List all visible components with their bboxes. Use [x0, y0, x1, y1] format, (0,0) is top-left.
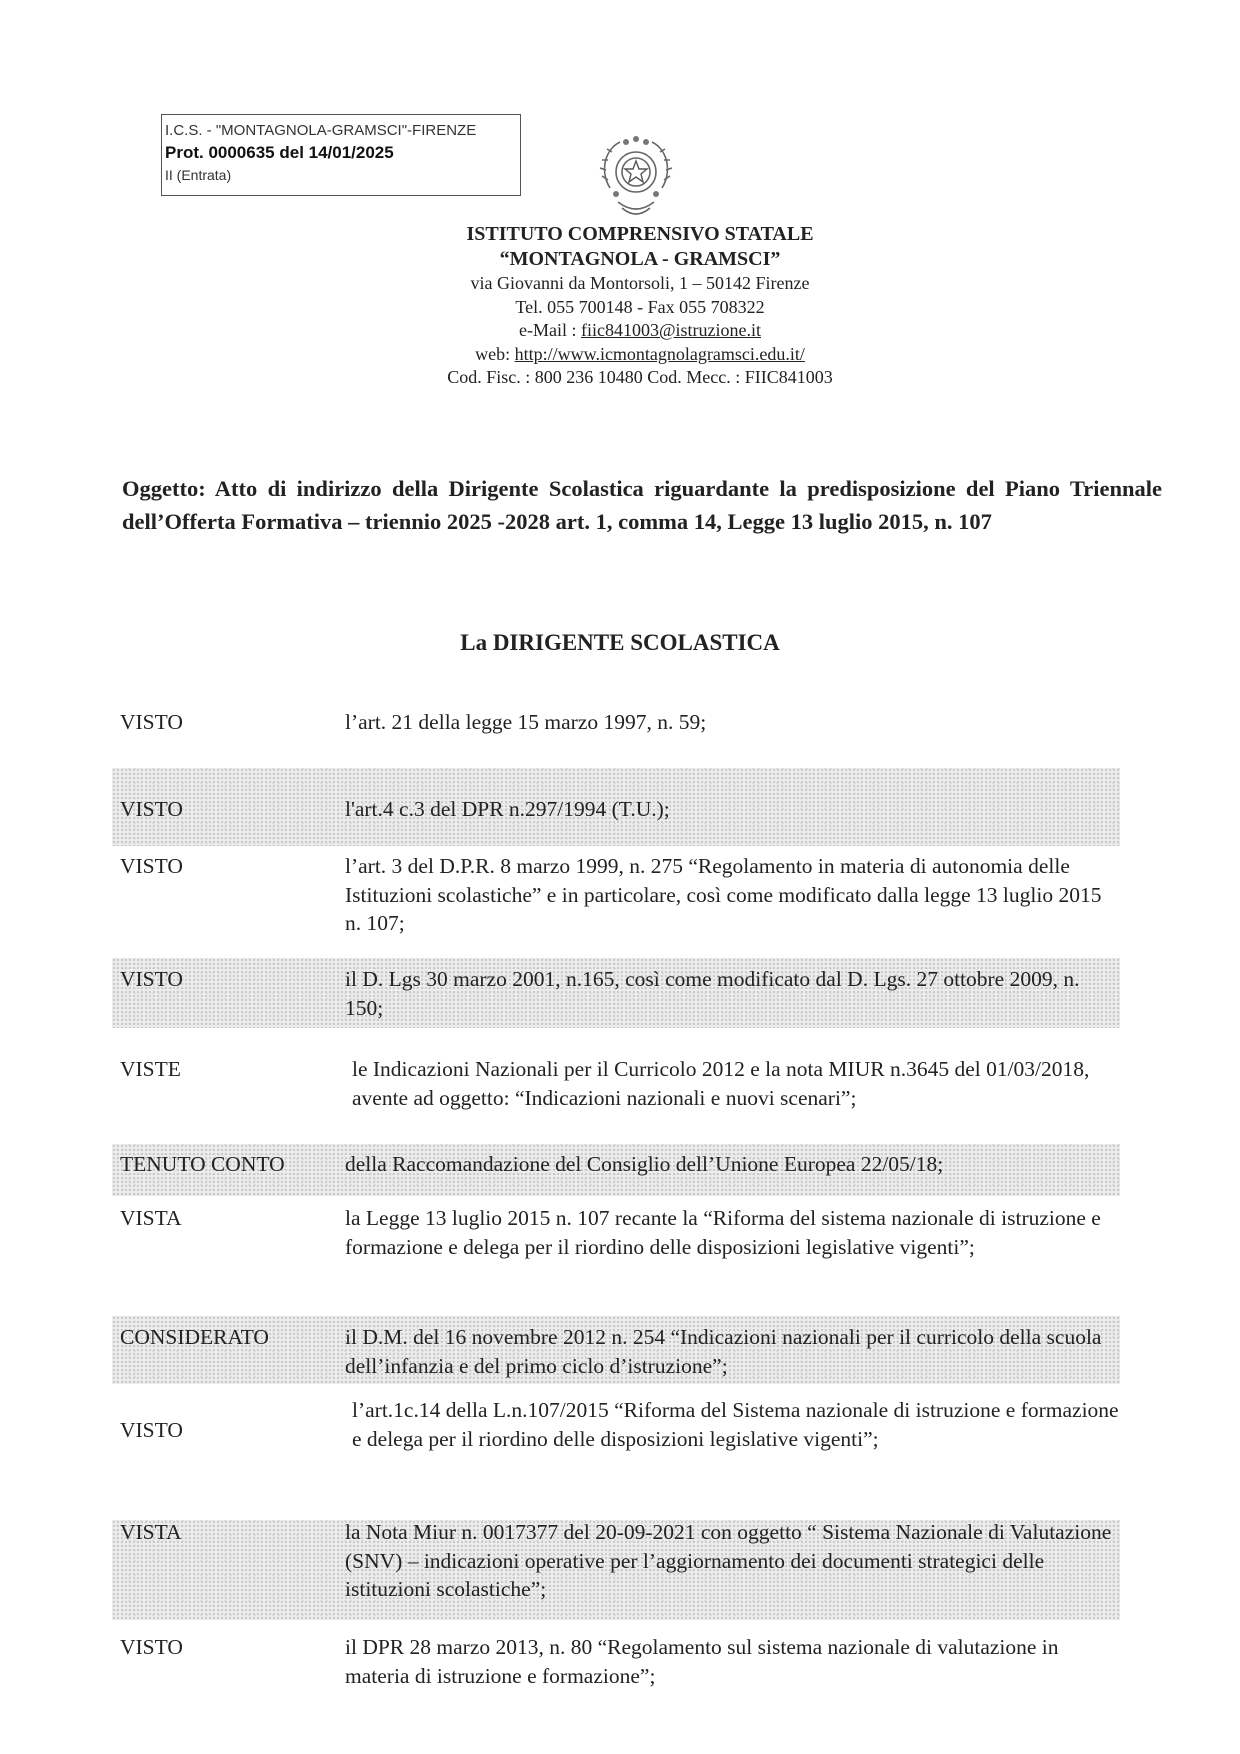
premise-key: VISTO: [120, 1635, 183, 1659]
stamp-school: I.C.S. - "MONTAGNOLA-GRAMSCI"-FIRENZE: [165, 122, 477, 139]
protocol-stamp: [161, 114, 521, 196]
email-label: e-Mail :: [518, 320, 581, 340]
premise-text: della Raccomandazione del Consiglio dell’Unione Europea 22/05/18;: [345, 1152, 944, 1176]
premise-key: VISTE: [120, 1057, 181, 1081]
premise-key: VISTO: [120, 967, 183, 991]
premise-text: l'art.4 c.3 del DPR n.297/1994 (T.U.);: [345, 797, 670, 821]
stamp-direction: II (Entrata): [165, 167, 232, 183]
premise-key: VISTO: [120, 797, 183, 821]
premise-text: la Legge 13 luglio 2015 n. 107 recante la “Riforma del sistema nazionale di istruzione e formazione e delega per il riordino delle disposizioni legislative vigenti”;: [345, 1206, 1101, 1259]
premise-key: VISTA: [120, 1206, 182, 1230]
premise-text: il D.M. del 16 novembre 2012 n. 254 “Indicazioni nazionali per il curricolo della scuola dell’infanzia e del primo ciclo d’istruzione”;: [345, 1325, 1102, 1378]
school-address: via Giovanni da Montorsoli, 1 – 50142 Firenze: [470, 273, 810, 293]
premise-key: TENUTO CONTO: [120, 1152, 285, 1176]
italian-republic-emblem-icon: [596, 132, 676, 224]
stamp-protocol-number: Prot. 0000635 del 14/01/2025: [165, 143, 394, 162]
premise-key: VISTO: [120, 1418, 183, 1442]
email-link[interactable]: fiic841003@istruzione.it: [580, 320, 762, 340]
school-type: ISTITUTO COMPRENSIVO STATALE: [466, 223, 814, 245]
section-heading: La DIRIGENTE SCOLASTICA: [460, 630, 780, 655]
school-email-line: [340, 319, 940, 343]
school-codes: Cod. Fisc. : 800 236 10480 Cod. Mecc. : FIIC841003: [447, 367, 833, 387]
premise-text: le Indicazioni Nazionali per il Curricolo 2012 e la nota MIUR n.3645 del 01/03/2018, avente ad oggetto: “Indicazioni nazionali e nuovi scenari”;: [352, 1057, 1090, 1110]
premise-key: VISTA: [120, 1520, 182, 1544]
premise-text: il D. Lgs 30 marzo 2001, n.165, così come modificato dal D. Lgs. 27 ottobre 2009, n. 150;: [345, 967, 1080, 1020]
premise-text: il DPR 28 marzo 2013, n. 80 “Regolamento sul sistema nazionale di valutazione in materia di istruzione e formazione”;: [345, 1635, 1059, 1688]
premise-text: la Nota Miur n. 0017377 del 20-09-2021 con oggetto “ Sistema Nazionale di Valutazione (SNV) – indicazioni operative per l’aggiornamento dei documenti strategici delle istituzioni scolastiche”;: [345, 1520, 1112, 1601]
school-header: [340, 222, 940, 390]
premise-text: l’art.1c.14 della L.n.107/2015 “Riforma del Sistema nazionale di istruzione e formazione e delega per il riordino delle disposizioni legislative vigenti”;: [352, 1398, 1119, 1451]
premise-text: l’art. 3 del D.P.R. 8 marzo 1999, n. 275 “Regolamento in materia di autonomia delle Istituzioni scolastiche” e in particolare, così come modificato dalla legge 13 luglio 2015 n. 107;: [345, 854, 1102, 935]
document-subject: Oggetto: Atto di indirizzo della Dirigente Scolastica riguardante la predisposizione del Piano Triennale dell’Offerta Formativa – triennio 2025 -2028 art. 1, comma 14, Legge 13 luglio 2015, n. 107: [122, 476, 1162, 534]
school-web-line: [340, 343, 940, 367]
premise-key: VISTO: [120, 710, 183, 734]
premise-key: CONSIDERATO: [120, 1325, 269, 1349]
premise-key: VISTO: [120, 854, 183, 878]
web-label: web:: [475, 343, 515, 364]
web-link[interactable]: http://www.icmontagnolagramsci.edu.it/: [514, 343, 805, 364]
school-phone: Tel. 055 700148 - Fax 055 708322: [515, 296, 765, 317]
school-name: “MONTAGNOLA - GRAMSCI”: [499, 248, 781, 270]
premise-text: l’art. 21 della legge 15 marzo 1997, n. 59;: [345, 710, 707, 734]
